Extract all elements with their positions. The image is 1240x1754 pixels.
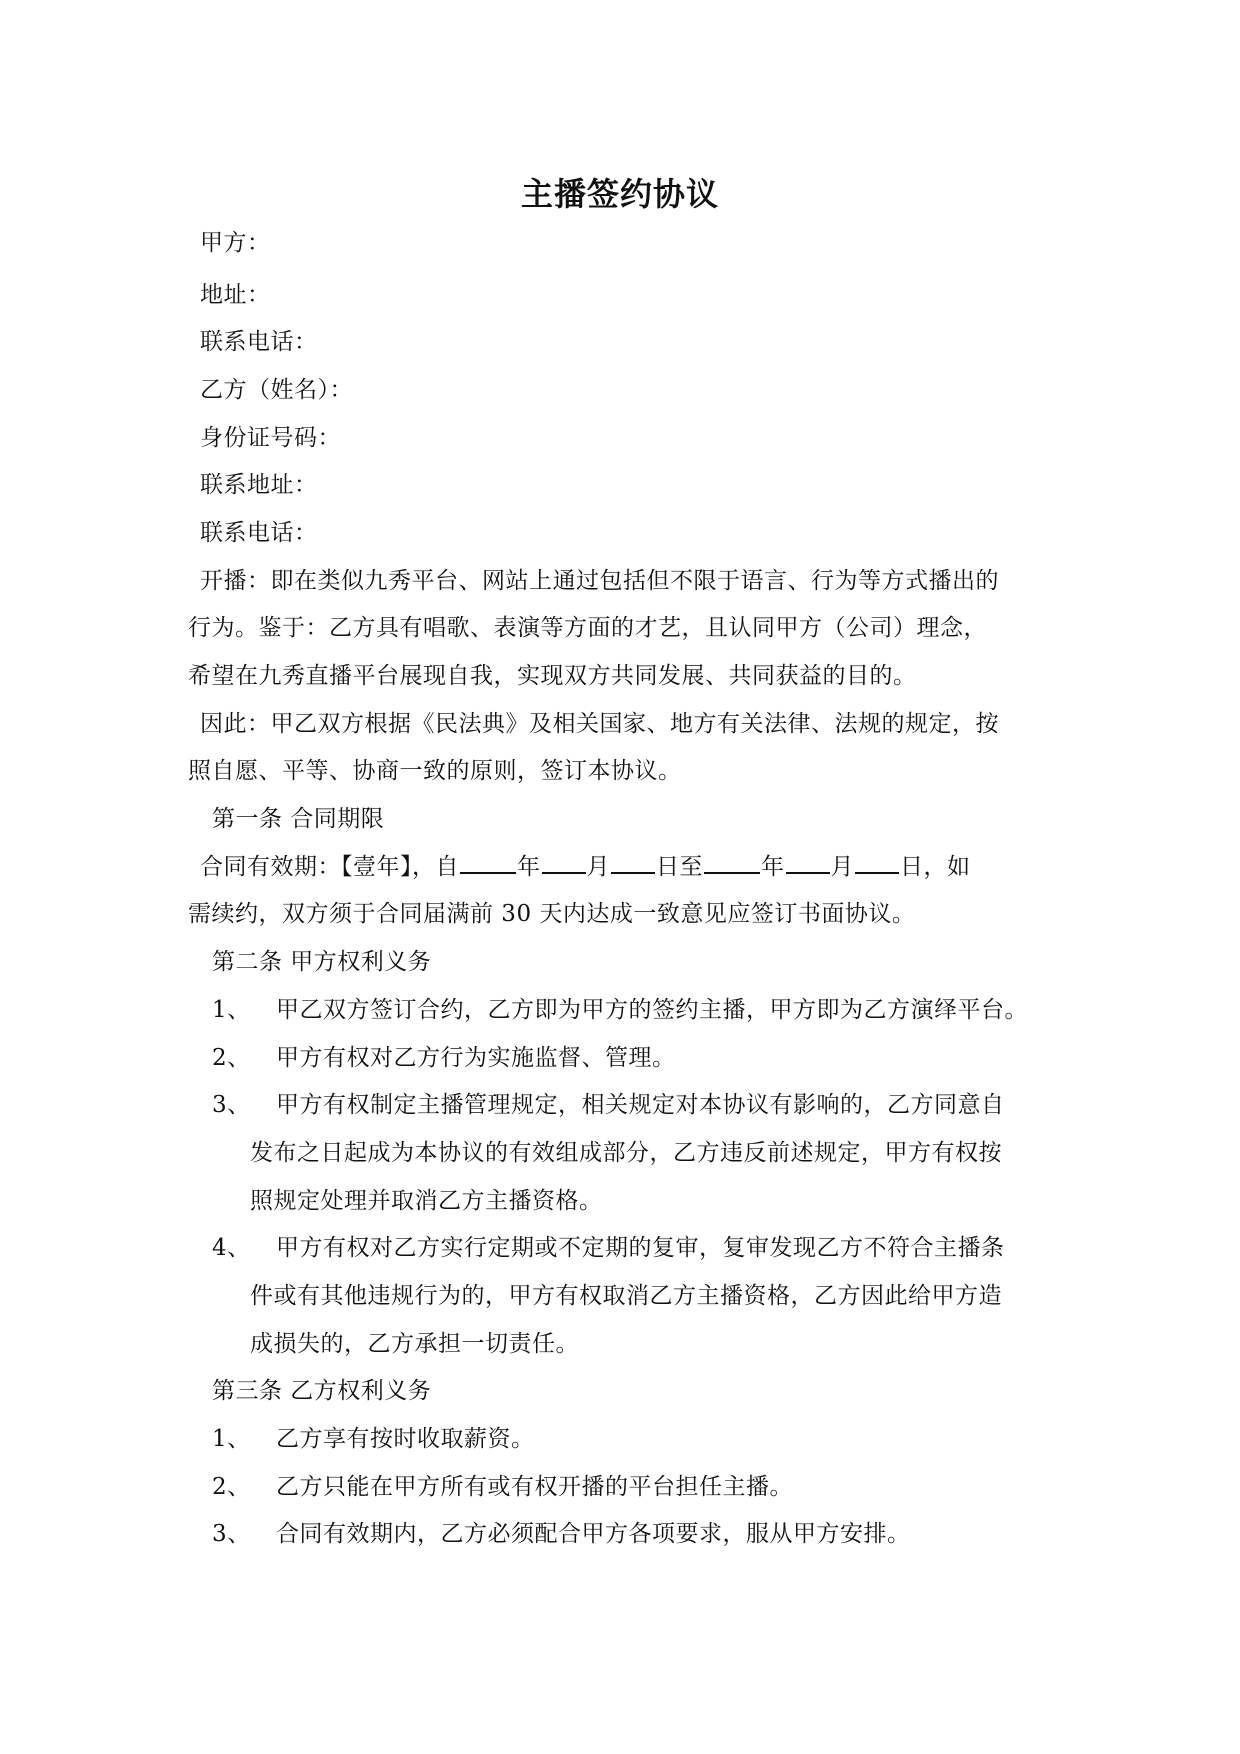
item-number: 1、 (212, 997, 251, 1023)
item-text-continuation: 照规定处理并取消乙方主播资格。 (250, 1188, 603, 1214)
item-text-continuation: 件或有其他违规行为的，甲方有权取消乙方主播资格，乙方因此给甲方造 (250, 1283, 1002, 1309)
item-text: 合同有效期内，乙方必须配合甲方各项要求，服从甲方安排。 (276, 1521, 911, 1547)
preamble-line: 开播：即在类似九秀平台、网站上通过包括但不限于语言、行为等方式播出的 (200, 568, 999, 594)
article3-heading: 第三条 乙方权利义务 (212, 1378, 432, 1404)
item-text: 乙方享有按时收取薪资。 (276, 1426, 535, 1452)
month-label: 月 (586, 854, 610, 880)
article3-item-1 (212, 1424, 535, 1454)
article2-item-2 (212, 1043, 676, 1073)
month-label: 月 (830, 854, 854, 880)
article2-item-4 (212, 1233, 1005, 1263)
item-text: 甲乙双方签订合约，乙方即为甲方的签约主播，甲方即为乙方演绎平台。 (276, 997, 1028, 1023)
item-text-continuation: 发布之日起成为本协议的有效组成部分，乙方违反前述规定，甲方有权按 (250, 1140, 1002, 1166)
end-year-blank (704, 852, 760, 874)
preamble-line: 因此：甲乙双方根据《民法典》及相关国家、地方有关法律、法规的规定，按 (200, 711, 999, 737)
article2-item-1 (212, 995, 1028, 1025)
party-a-name-label: 甲方： (200, 230, 271, 256)
preamble-line: 行为。鉴于：乙方具有唱歌、表演等方面的才艺，且认同甲方（公司）理念， (188, 615, 987, 641)
start-day-blank (611, 852, 655, 874)
article2-item-3 (212, 1090, 1005, 1120)
preamble-line: 希望在九秀直播平台展现自我，实现双方共同发展、共同获益的目的。 (188, 663, 917, 689)
article1-renewal: 需续约，双方须于合同届满前 30 天内达成一致意见应签订书面协议。 (188, 901, 916, 927)
day-label: 日，如 (900, 854, 971, 880)
party-b-id-label: 身份证号码： (200, 425, 341, 451)
item-number: 3、 (212, 1521, 251, 1547)
document-title: 主播签约协议 (520, 175, 719, 213)
party-b-address-label: 联系地址： (200, 472, 318, 498)
item-text: 甲方有权对乙方行为实施监督、管理。 (276, 1045, 676, 1071)
article1-term-line (200, 852, 971, 882)
end-day-blank (855, 852, 899, 874)
article1-heading: 第一条 合同期限 (212, 806, 385, 832)
party-a-phone-label: 联系电话： (200, 329, 318, 355)
article2-heading: 第二条 甲方权利义务 (212, 949, 432, 975)
item-number: 4、 (212, 1235, 251, 1261)
year-label: 年 (517, 854, 541, 880)
item-text: 甲方有权制定主播管理规定，相关规定对本协议有影响的，乙方同意自 (276, 1092, 1005, 1118)
day-to-label: 日至 (656, 854, 703, 880)
start-year-blank (460, 852, 516, 874)
party-b-phone-label: 联系电话： (200, 520, 318, 546)
article3-item-2 (212, 1472, 793, 1502)
party-a-address-label: 地址： (200, 282, 271, 308)
party-b-name-label: 乙方（姓名）： (200, 377, 353, 403)
item-text: 乙方只能在甲方所有或有权开播的平台担任主播。 (276, 1474, 793, 1500)
start-month-blank (542, 852, 586, 874)
article3-item-3 (212, 1519, 911, 1549)
item-number: 3、 (212, 1092, 251, 1118)
item-text-continuation: 成损失的，乙方承担一切责任。 (250, 1331, 579, 1357)
item-number: 2、 (212, 1474, 251, 1500)
item-number: 1、 (212, 1426, 251, 1452)
year-label: 年 (761, 854, 785, 880)
preamble-line: 照自愿、平等、协商一致的原则，签订本协议。 (188, 758, 682, 784)
item-number: 2、 (212, 1045, 251, 1071)
end-month-blank (786, 852, 830, 874)
term-prefix: 合同有效期：【壹年】，自 (200, 854, 459, 880)
item-text: 甲方有权对乙方实行定期或不定期的复审，复审发现乙方不符合主播条 (276, 1235, 1005, 1261)
